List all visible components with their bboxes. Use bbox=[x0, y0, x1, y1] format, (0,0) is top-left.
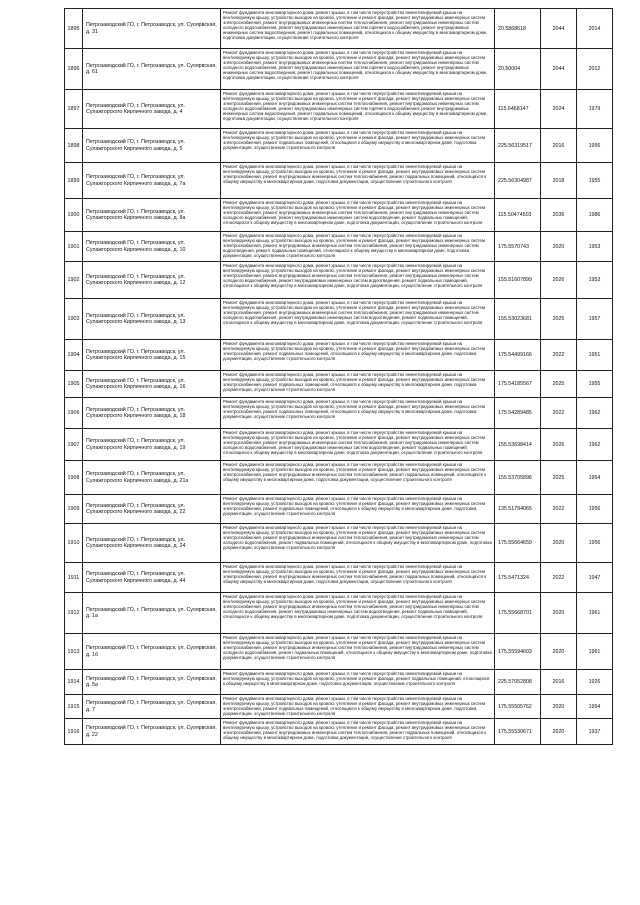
planned-year-cell: 2044 bbox=[541, 49, 577, 90]
works-description: Ремонт фундамента многоквартирного дома, ремонт крыши, в том числе переустройство невентилируемой крыши на вентилируемую крышу, устройство выходов на кровлю, утепление и ремонт фасада, ремонт внутридомовых инженерных систем электроснабжения, ремонт внутридомовых инженерных систем теплоснабжения, ремонт внутридомовых инженерных систем холодного водоснабжения, ремонт внутридомовых инженерных систем водоотведения, ремонт подвальных помещений, относящихся к общему имуществу в многоквартирном доме, подготовка документации, осуществление строительного контроля bbox=[221, 262, 495, 299]
address-cell: Петрозаводский ГО, г. Петрозаводск, ул. Сулажгорского Кирпичного завода, д. 5 bbox=[83, 129, 221, 163]
works-description: Ремонт фундамента многоквартирного дома, ремонт крыши, в том числе переустройство невентилируемой крыши на вентилируемую крышу, устройство выходов на кровлю, утепление и ремонт фасада, ремонт внутридомовых инженерных систем электроснабжения, ремонт внутридомовых инженерных систем теплоснабжения, ремонт внутридомовых инженерных систем холодного водоснабжения, ремонт внутридомовых инженерных систем водоотведения, ремонт подвальных помещений, относящихся к общему имуществу в многоквартирном доме, подготовка документации, осуществление строительного контроля bbox=[221, 429, 495, 461]
planned-year-cell: 2025 bbox=[541, 461, 577, 495]
works-description: Ремонт фундамента многоквартирного дома, ремонт крыши, в том числе переустройство невентилируемой крыши на вентилируемую крышу, устройство выходов на кровлю, утепление и ремонт фасада, ремонт внутридомовых инженерных систем электроснабжения, ремонт внутридомовых инженерных систем теплоснабжения, ремонт внутридомовых инженерных систем холодного водоснабжения, ремонт подвальных помещений, относящихся к общему имуществу в многоквартирном доме, подготовка документации, осуществление строительного контроля bbox=[221, 634, 495, 670]
works-description: Ремонт фундамента многоквартирного дома, ремонт крыши, в том числе переустройство невентилируемой крыши на вентилируемую крышу, устройство выходов на кровлю, утепление и ремонт фасада, ремонт внутридомовых инженерных систем электроснабжения, ремонт внутридомовых инженерных систем теплоснабжения, ремонт внутридомовых инженерных систем холодного водоснабжения, ремонт внутридомовых инженерных систем водоотведения, ремонт подвальных помещений, относящихся к общему имуществу в многоквартирном доме, подготовка документации, осуществление строительного контроля bbox=[221, 593, 495, 634]
table-row bbox=[65, 461, 613, 495]
table-row bbox=[65, 299, 613, 340]
works-description: Ремонт фундамента многоквартирного дома, ремонт крыши, в том числе переустройство невентилируемой крыши на вентилируемую крышу, устройство выходов на кровлю, утепление и ремонт фасада, ремонт внутридомовых инженерных систем электроснабжения, ремонт внутридомовых инженерных систем теплоснабжения, ремонт внутридомовых инженерных систем холодного водоснабжения, ремонт внутридомовых инженерных систем водоотведения, ремонт подвальных помещений, относящихся к общему имуществу в многоквартирном доме, подготовка документации, осуществление строительного контроля bbox=[221, 199, 495, 232]
table-row bbox=[65, 398, 613, 429]
row-number: 1910 bbox=[65, 524, 83, 563]
cost-cell: 175.55530671 bbox=[495, 719, 541, 745]
build-year-cell: 1957 bbox=[577, 299, 613, 340]
table-row bbox=[65, 9, 613, 49]
planned-year-cell: 2016 bbox=[541, 670, 577, 695]
cost-cell: 175.55505762 bbox=[495, 695, 541, 719]
works-description: Ремонт фундамента многоквартирного дома, ремонт крыши, в том числе переустройство невентилируемой крыши на вентилируемую крышу, устройство выходов на кровлю, утепление и ремонт фасада, ремонт внутридомовых инженерных систем электроснабжения, ремонт подвальных помещений, относящихся к общему имуществу в многоквартирном доме, подготовка документации, осуществление строительного контроля bbox=[221, 495, 495, 524]
table-row bbox=[65, 670, 613, 695]
row-number: 1915 bbox=[65, 695, 83, 719]
build-year-cell: 1979 bbox=[577, 90, 613, 129]
row-number: 1897 bbox=[65, 90, 83, 129]
address-cell: Петрозаводский ГО, г. Петрозаводск, ул. Сулажгорского Кирпичного завода, д. 22 bbox=[83, 495, 221, 524]
address-cell: Петрозаводский ГО, г. Петрозаводск, ул. Сулажгорского Кирпичного завода, д. 4 bbox=[83, 90, 221, 129]
address-cell: Петрозаводский ГО, г. Петрозаводск, ул. Суоярвская, д. 1а bbox=[83, 593, 221, 634]
planned-year-cell: 2022 bbox=[541, 340, 577, 371]
works-description: Ремонт фундамента многоквартирного дома, ремонт крыши, в том числе переустройство невентилируемой крыши на вентилируемую крышу, устройство выходов на кровлю, утепление и ремонт фасада, ремонт внутридомовых инженерных систем электроснабжения, ремонт подвальных помещений, относящихся к общему имуществу в многоквартирном доме, подготовка документации, осуществление строительного контроля bbox=[221, 129, 495, 163]
row-number: 1896 bbox=[65, 49, 83, 90]
row-number: 1904 bbox=[65, 340, 83, 371]
table-row bbox=[65, 340, 613, 371]
build-year-cell: 1955 bbox=[577, 371, 613, 398]
address-cell: Петрозаводский ГО, г. Петрозаводск, ул. Сулажгорского Кирпичного завода, д. 15 bbox=[83, 340, 221, 371]
works-description: Ремонт фундамента многоквартирного дома, ремонт крыши, в том числе переустройство невентилируемой крыши на вентилируемую крышу, устройство выходов на кровлю, утепление и ремонт фасада, ремонт внутридомовых инженерных систем электроснабжения, ремонт внутридомовых инженерных систем теплоснабжения, ремонт подвальных помещений, относящихся к общему имуществу в многоквартирном доме, подготовка документации, осуществление строительного контроля bbox=[221, 719, 495, 745]
row-number: 1913 bbox=[65, 634, 83, 670]
build-year-cell: 1956 bbox=[577, 495, 613, 524]
works-description: Ремонт фундамента многоквартирного дома, ремонт крыши, в том числе переустройство невентилируемой крыши на вентилируемую крышу, устройство выходов на кровлю, утепление и ремонт фасада, ремонт внутридомовых инженерных систем электроснабжения, ремонт внутридомовых инженерных систем теплоснабжения, ремонт внутридомовых инженерных систем холодного водоснабжения, ремонт внутридомовых инженерных систем горячего водоснабжения, ремонт внутридомовых инженерных систем водоотведения, ремонт подвальных помещений, относящихся к общему имуществу в многоквартирном доме, подготовка документации, осуществление строительного контроля bbox=[221, 9, 495, 49]
address-cell: Петрозаводский ГО, г. Петрозаводск, ул. Сулажгорского Кирпичного завода, д. 16 bbox=[83, 371, 221, 398]
planned-year-cell: 2022 bbox=[541, 563, 577, 593]
cost-cell: 115.50474503 bbox=[495, 199, 541, 232]
build-year-cell: 1955 bbox=[577, 163, 613, 199]
build-year-cell: 1961 bbox=[577, 634, 613, 670]
planned-year-cell: 2036 bbox=[541, 199, 577, 232]
table-row bbox=[65, 232, 613, 262]
address-cell: Петрозаводский ГО, г. Петрозаводск, ул. Сулажгорского Кирпичного завода, д. 10 bbox=[83, 232, 221, 262]
works-description: Ремонт фундамента многоквартирного дома, ремонт крыши, в том числе переустройство невентилируемой крыши на вентилируемую крышу, устройство выходов на кровлю, утепление и ремонт фасада, ремонт подвальных помещений, относящихся к общему имуществу в многоквартирном доме, подготовка документации, осуществление строительного контроля bbox=[221, 670, 495, 695]
row-number: 1911 bbox=[65, 563, 83, 593]
build-year-cell: 1926 bbox=[577, 670, 613, 695]
table-row bbox=[65, 563, 613, 593]
cost-cell: 20.50004 bbox=[495, 49, 541, 90]
planned-year-cell: 2016 bbox=[541, 129, 577, 163]
cost-cell: 175.54499166 bbox=[495, 340, 541, 371]
cost-cell: 155.53705896 bbox=[495, 461, 541, 495]
build-year-cell: 1962 bbox=[577, 429, 613, 461]
row-number: 1912 bbox=[65, 593, 83, 634]
build-year-cell: 1956 bbox=[577, 129, 613, 163]
address-cell: Петрозаводский ГО, г. Петрозаводск, ул. Сулажгорского Кирпичного завода, д. 12 bbox=[83, 262, 221, 299]
cost-cell: 115.6468147 bbox=[495, 90, 541, 129]
build-year-cell: 1961 bbox=[577, 593, 613, 634]
cost-cell: 155.53023681 bbox=[495, 299, 541, 340]
planned-year-cell: 2025 bbox=[541, 371, 577, 398]
row-number: 1900 bbox=[65, 199, 83, 232]
table-row bbox=[65, 593, 613, 634]
works-description: Ремонт фундамента многоквартирного дома, ремонт крыши, в том числе переустройство невентилируемой крыши на вентилируемую крышу, устройство выходов на кровлю, утепление и ремонт фасада, ремонт внутридомовых инженерных систем электроснабжения, ремонт внутридомовых инженерных систем теплоснабжения, ремонт внутридомовых инженерных систем холодного водоснабжения, ремонт внутридомовых инженерных систем горячего водоснабжения, ремонт внутридомовых инженерных систем водоотведения, ремонт подвальных помещений, относящихся к общему имуществу в многоквартирном доме, подготовка документации, осуществление строительного контроля bbox=[221, 49, 495, 90]
table-row bbox=[65, 495, 613, 524]
table-row bbox=[65, 262, 613, 299]
address-cell: Петрозаводский ГО, г. Петрозаводск, ул. Сулажгорского Кирпичного завода, д. 19 bbox=[83, 429, 221, 461]
table-row bbox=[65, 524, 613, 563]
table-row bbox=[65, 49, 613, 90]
row-number: 1898 bbox=[65, 129, 83, 163]
row-number: 1903 bbox=[65, 299, 83, 340]
address-cell: Петрозаводский ГО, г. Петрозаводск, ул. Суоярвская, д. 5а bbox=[83, 670, 221, 695]
table-row bbox=[65, 634, 613, 670]
planned-year-cell: 2020 bbox=[541, 719, 577, 745]
cost-cell: 225.56304987 bbox=[495, 163, 541, 199]
address-cell: Петрозаводский ГО, г. Петрозаводск, ул. Сулажгорского Кирпичного завода, д. 44 bbox=[83, 563, 221, 593]
address-cell: Петрозаводский ГО, г. Петрозаводск, ул. Сулажгорского Кирпичного завода, д. 8а bbox=[83, 199, 221, 232]
table-body bbox=[65, 9, 613, 745]
works-description: Ремонт фундамента многоквартирного дома, ремонт крыши, в том числе переустройство невентилируемой крыши на вентилируемую крышу, устройство выходов на кровлю, утепление и ремонт фасада, ремонт внутридомовых инженерных систем электроснабжения, ремонт подвальных помещений, относящихся к общему имуществу в многоквартирном доме, подготовка документации, осуществление строительного контроля bbox=[221, 371, 495, 398]
cost-cell: 155.53698414 bbox=[495, 429, 541, 461]
row-number: 1906 bbox=[65, 398, 83, 429]
cost-cell: 155.51607899 bbox=[495, 262, 541, 299]
row-number: 1916 bbox=[65, 719, 83, 745]
works-description: Ремонт фундамента многоквартирного дома, ремонт крыши, в том числе переустройство невентилируемой крыши на вентилируемую крышу, устройство выходов на кровлю, утепление и ремонт фасада, ремонт внутридомовых инженерных систем электроснабжения, ремонт подвальных помещений, относящихся к общему имуществу в многоквартирном доме, подготовка документации, осуществление строительного контроля bbox=[221, 340, 495, 371]
address-cell: Петрозаводский ГО, г. Петрозаводск, ул. Суоярвская, д. 31 bbox=[83, 9, 221, 49]
cost-cell: 175.55594603 bbox=[495, 634, 541, 670]
works-description: Ремонт фундамента многоквартирного дома, ремонт крыши, в том числе переустройство невентилируемой крыши на вентилируемую крышу, устройство выходов на кровлю, утепление и ремонт фасада, ремонт внутридомовых инженерных систем электроснабжения, ремонт внутридомовых инженерных систем теплоснабжения, ремонт подвальных помещений, относящихся к общему имуществу в многоквартирном доме, подготовка документации, осуществление строительного контроля bbox=[221, 461, 495, 495]
table-row bbox=[65, 719, 613, 745]
address-cell: Петрозаводский ГО, г. Петрозаводск, ул. Суоярвская, д. 7 bbox=[83, 695, 221, 719]
table-row bbox=[65, 371, 613, 398]
planned-year-cell: 2024 bbox=[541, 90, 577, 129]
address-cell: Петрозаводский ГО, г. Петрозаводск, ул. Суоярвская, д. 61 bbox=[83, 49, 221, 90]
works-description: Ремонт фундамента многоквартирного дома, ремонт крыши, в том числе переустройство невентилируемой крыши на вентилируемую крышу, устройство выходов на кровлю, утепление и ремонт фасада, ремонт внутридомовых инженерных систем электроснабжения, ремонт внутридомовых инженерных систем теплоснабжения, ремонт подвальных помещений, относящихся к общему имуществу в многоквартирном доме, подготовка документации, осуществление строительного контроля bbox=[221, 163, 495, 199]
address-cell: Петрозаводский ГО, г. Петрозаводск, ул. Сулажгорского Кирпичного завода, д. 18 bbox=[83, 398, 221, 429]
cost-cell: 175.5471324 bbox=[495, 563, 541, 593]
planned-year-cell: 2022 bbox=[541, 495, 577, 524]
table-row bbox=[65, 129, 613, 163]
address-cell: Петрозаводский ГО, г. Петрозаводск, ул. Суоярвская, д. 1б bbox=[83, 634, 221, 670]
build-year-cell: 1954 bbox=[577, 461, 613, 495]
cost-cell: 225.56319517 bbox=[495, 129, 541, 163]
build-year-cell: 1954 bbox=[577, 695, 613, 719]
row-number: 1899 bbox=[65, 163, 83, 199]
address-cell: Петрозаводский ГО, г. Петрозаводск, ул. Суоярвская, д. 22 bbox=[83, 719, 221, 745]
planned-year-cell: 2044 bbox=[541, 9, 577, 49]
planned-year-cell: 2025 bbox=[541, 299, 577, 340]
row-number: 1908 bbox=[65, 461, 83, 495]
row-number: 1901 bbox=[65, 232, 83, 262]
planned-year-cell: 2020 bbox=[541, 634, 577, 670]
table-row bbox=[65, 163, 613, 199]
build-year-cell: 1953 bbox=[577, 262, 613, 299]
works-description: Ремонт фундамента многоквартирного дома, ремонт крыши, в том числе переустройство невентилируемой крыши на вентилируемую крышу, устройство выходов на кровлю, утепление и ремонт фасада, ремонт внутридомовых инженерных систем электроснабжения, ремонт внутридомовых инженерных систем теплоснабжения, ремонт внутридомовых инженерных систем водоотведения, ремонт подвальных помещений, относящихся к общему имуществу в многоквартирном доме, подготовка документации, осуществление строительного контроля bbox=[221, 232, 495, 262]
planned-year-cell: 2022 bbox=[541, 398, 577, 429]
works-description: Ремонт фундамента многоквартирного дома, ремонт крыши, в том числе переустройство невентилируемой крыши на вентилируемую крышу, устройство выходов на кровлю, утепление и ремонт фасада, ремонт внутридомовых инженерных систем электроснабжения, ремонт подвальных помещений, относящихся к общему имуществу в многоквартирном доме, подготовка документации, осуществление строительного контроля bbox=[221, 398, 495, 429]
planned-year-cell: 2018 bbox=[541, 163, 577, 199]
row-number: 1909 bbox=[65, 495, 83, 524]
works-table bbox=[64, 8, 613, 745]
cost-cell: 175.55668701 bbox=[495, 593, 541, 634]
build-year-cell: 2014 bbox=[577, 9, 613, 49]
planned-year-cell: 2020 bbox=[541, 524, 577, 563]
planned-year-cell: 2026 bbox=[541, 262, 577, 299]
cost-cell: 135.51794065 bbox=[495, 495, 541, 524]
address-cell: Петрозаводский ГО, г. Петрозаводск, ул. Сулажгорского Кирпичного завода, д. 21а bbox=[83, 461, 221, 495]
row-number: 1905 bbox=[65, 371, 83, 398]
planned-year-cell: 2020 bbox=[541, 695, 577, 719]
build-year-cell: 1937 bbox=[577, 719, 613, 745]
cost-cell: 175.55664659 bbox=[495, 524, 541, 563]
cost-cell: 20.5868618 bbox=[495, 9, 541, 49]
address-cell: Петрозаводский ГО, г. Петрозаводск, ул. Сулажгорского Кирпичного завода, д. 24 bbox=[83, 524, 221, 563]
build-year-cell: 1953 bbox=[577, 232, 613, 262]
build-year-cell: 1986 bbox=[577, 199, 613, 232]
address-cell: Петрозаводский ГО, г. Петрозаводск, ул. Сулажгорского Кирпичного завода, д. 7а bbox=[83, 163, 221, 199]
planned-year-cell: 2026 bbox=[541, 429, 577, 461]
table-row bbox=[65, 90, 613, 129]
row-number: 1895 bbox=[65, 9, 83, 49]
row-number: 1902 bbox=[65, 262, 83, 299]
planned-year-cell: 2020 bbox=[541, 593, 577, 634]
table-row bbox=[65, 429, 613, 461]
planned-year-cell: 2020 bbox=[541, 232, 577, 262]
works-description: Ремонт фундамента многоквартирного дома, ремонт крыши, в том числе переустройство невентилируемой крыши на вентилируемую крышу, устройство выходов на кровлю, утепление и ремонт фасада, ремонт внутридомовых инженерных систем электроснабжения, ремонт внутридомовых инженерных систем теплоснабжения, ремонт внутридомовых инженерных систем холодного водоснабжения, ремонт подвальных помещений, относящихся к общему имуществу в многоквартирном доме, подготовка документации, осуществление строительного контроля bbox=[221, 524, 495, 563]
cost-cell: 175.54289485 bbox=[495, 398, 541, 429]
row-number: 1914 bbox=[65, 670, 83, 695]
works-description: Ремонт фундамента многоквартирного дома, ремонт крыши, в том числе переустройство невентилируемой крыши на вентилируемую крышу, устройство выходов на кровлю, утепление и ремонт фасада, ремонт внутридомовых инженерных систем электроснабжения, ремонт подвальных помещений, относящихся к общему имуществу в многоквартирном доме, подготовка документации, осуществление строительного контроля bbox=[221, 695, 495, 719]
works-description: Ремонт фундамента многоквартирного дома, ремонт крыши, в том числе переустройство невентилируемой крыши на вентилируемую крышу, устройство выходов на кровлю, утепление и ремонт фасада, ремонт внутридомовых инженерных систем электроснабжения, ремонт внутридомовых инженерных систем теплоснабжения, ремонт внутридомовых инженерных систем холодного водоснабжения, ремонт внутридомовых инженерных систем водоотведения, ремонт подвальных помещений, относящихся к общему имуществу в многоквартирном доме, подготовка документации, осуществление строительного контроля bbox=[221, 299, 495, 340]
row-number: 1907 bbox=[65, 429, 83, 461]
address-cell: Петрозаводский ГО, г. Петрозаводск, ул. Сулажгорского Кирпичного завода, д. 13 bbox=[83, 299, 221, 340]
build-year-cell: 1956 bbox=[577, 524, 613, 563]
works-description: Ремонт фундамента многоквартирного дома, ремонт крыши, в том числе переустройство невентилируемой крыши на вентилируемую крышу, устройство выходов на кровлю, утепление и ремонт фасада, ремонт внутридомовых инженерных систем электроснабжения, ремонт внутридомовых инженерных систем теплоснабжения, ремонт подвальных помещений, относящихся к общему имуществу в многоквартирном доме, подготовка документации, осуществление строительного контроля bbox=[221, 563, 495, 593]
build-year-cell: 1947 bbox=[577, 563, 613, 593]
table-row bbox=[65, 695, 613, 719]
build-year-cell: 1962 bbox=[577, 398, 613, 429]
works-description: Ремонт фундамента многоквартирного дома, ремонт крыши, в том числе переустройство невентилируемой крыши на вентилируемую крышу, устройство выходов на кровлю, утепление и ремонт фасада, ремонт внутридомовых инженерных систем электроснабжения, ремонт внутридомовых инженерных систем теплоснабжения, ремонт внутридомовых инженерных систем холодного водоснабжения, ремонт внутридомовых инженерных систем горячего водоснабжения, ремонт внутридомовых инженерных систем водоотведения, ремонт подвальных помещений, относящихся к общему имуществу в многоквартирном доме, подготовка документации, осуществление строительного контроля bbox=[221, 90, 495, 129]
cost-cell: 175.5570743 bbox=[495, 232, 541, 262]
cost-cell: 225.57052808 bbox=[495, 670, 541, 695]
build-year-cell: 1951 bbox=[577, 340, 613, 371]
table-row bbox=[65, 199, 613, 232]
build-year-cell: 2012 bbox=[577, 49, 613, 90]
cost-cell: 175.54185567 bbox=[495, 371, 541, 398]
